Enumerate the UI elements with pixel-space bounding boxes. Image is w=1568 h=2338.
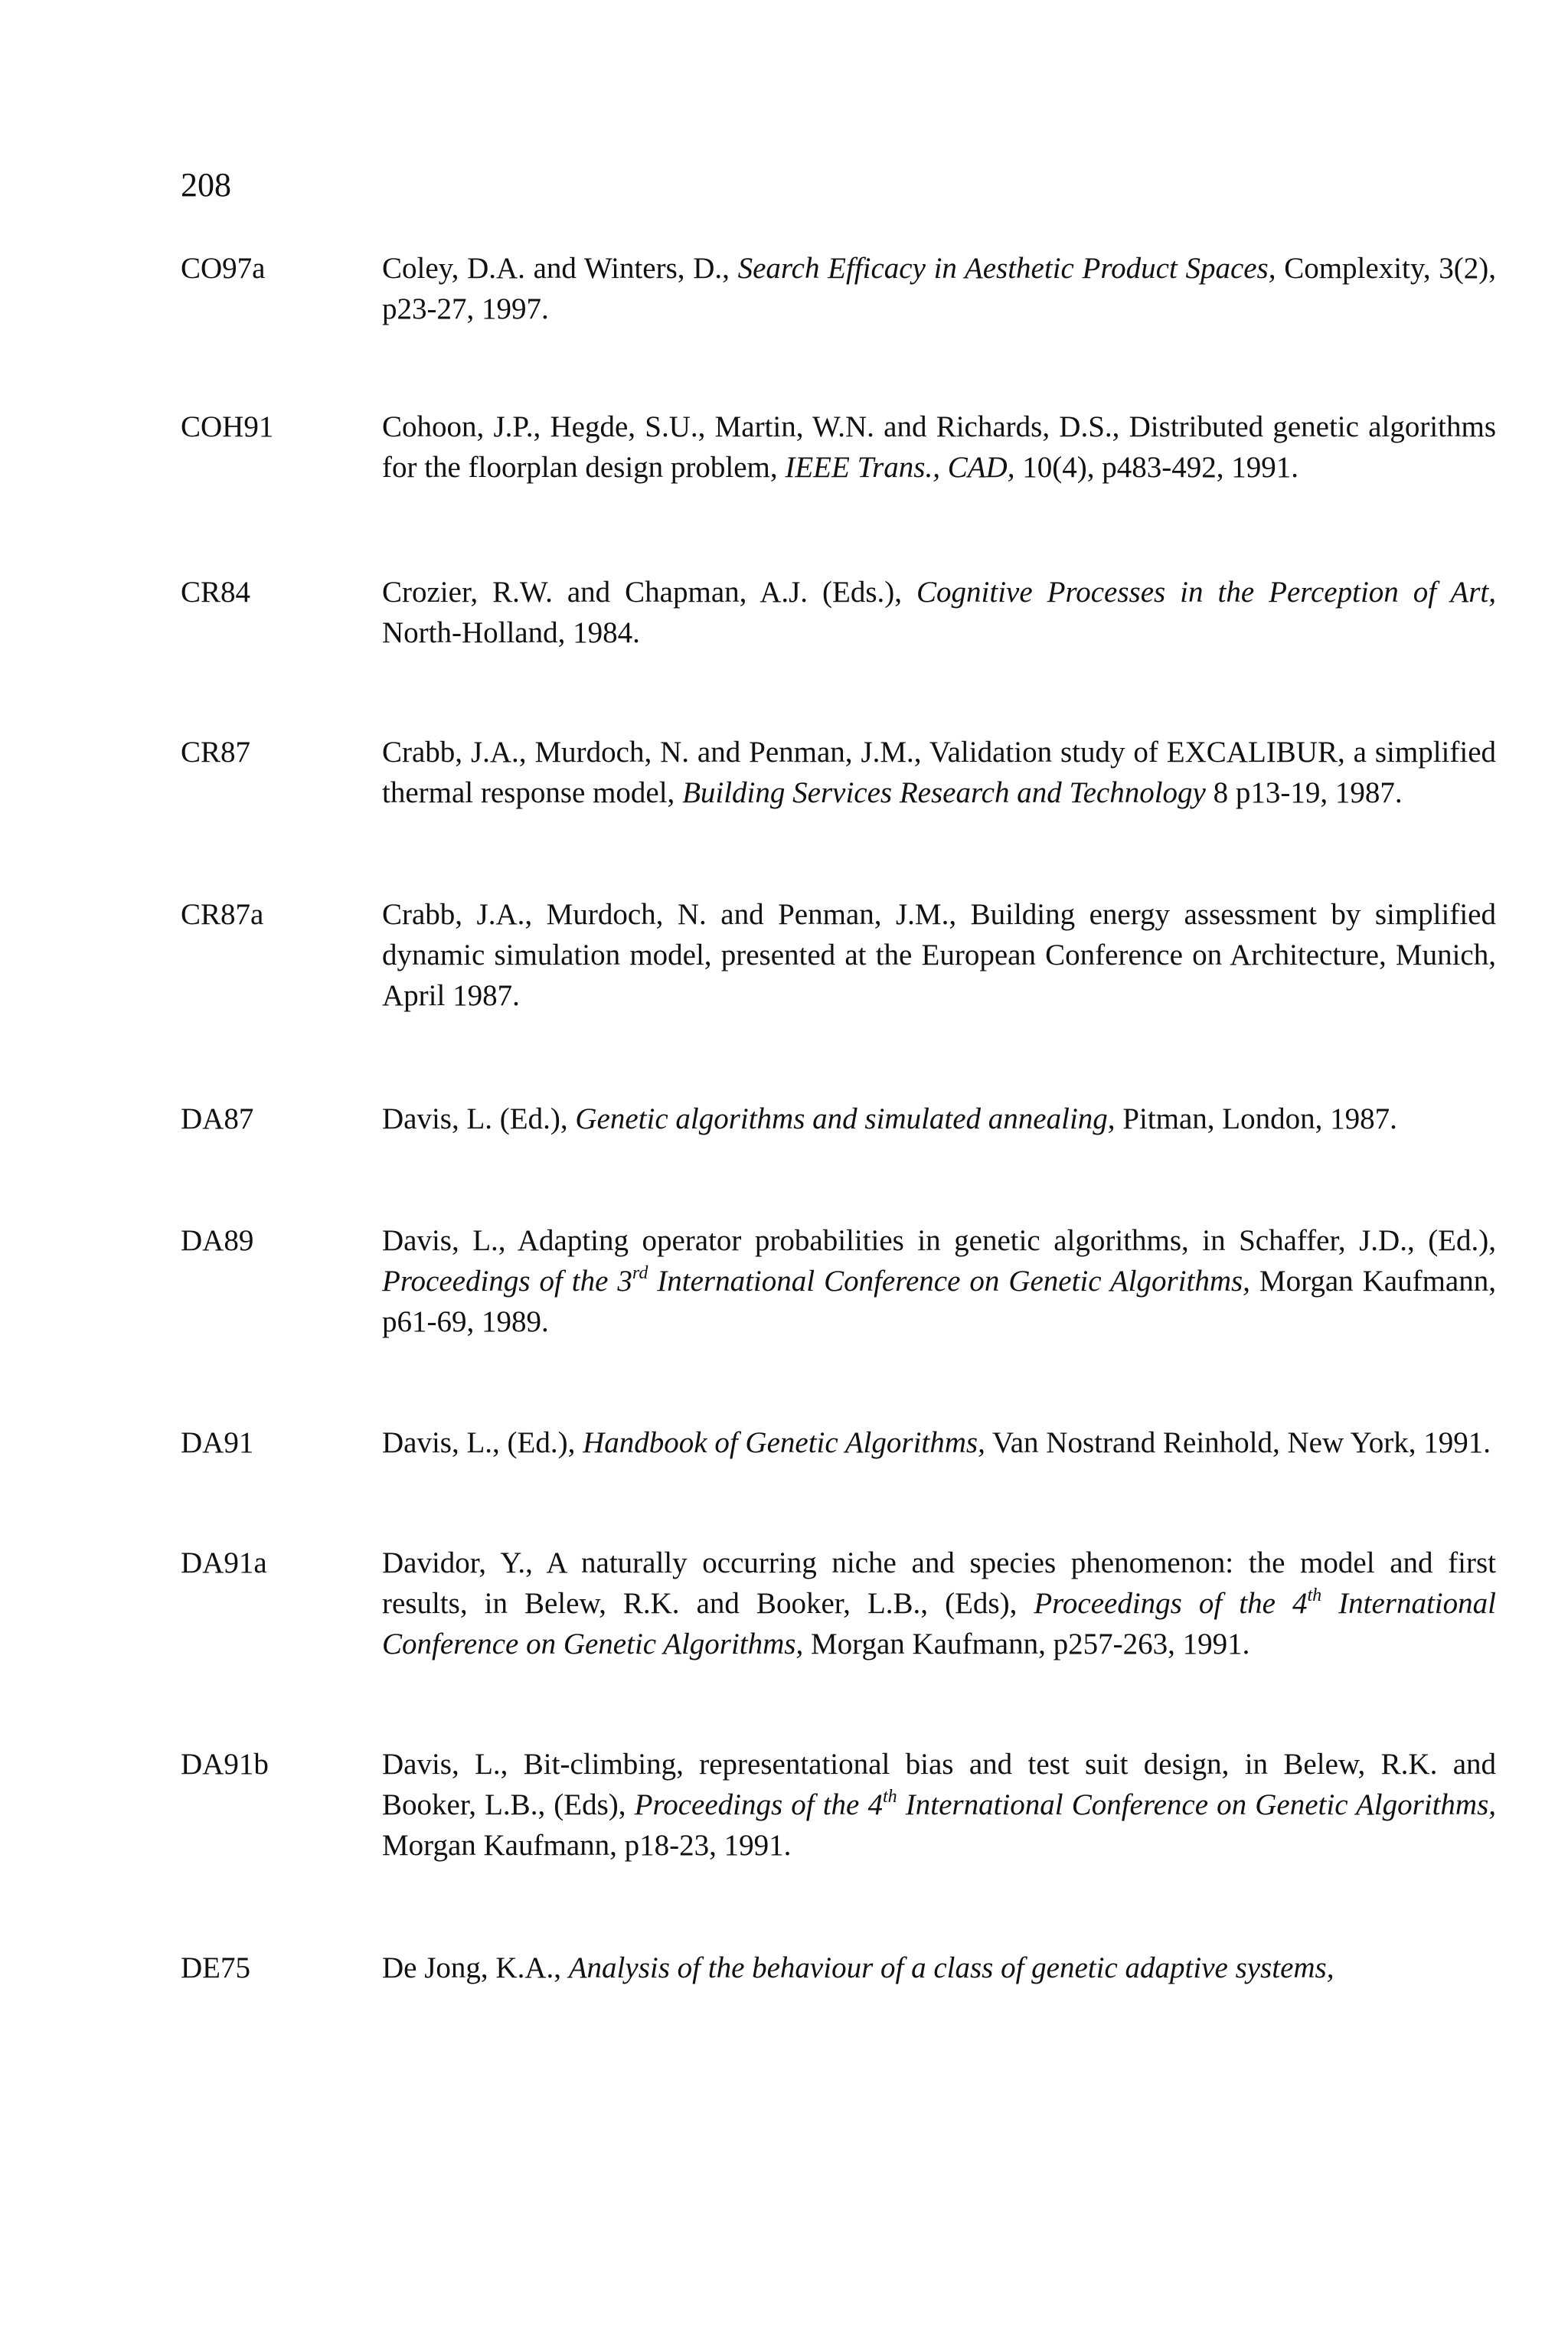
proceedings: [635, 1788, 1496, 1821]
reference-key: DA91: [181, 1426, 254, 1459]
authors: Davis, L. (Ed.),: [382, 1102, 576, 1135]
reference-entry: [181, 248, 1496, 329]
source: 10(4), p483-492, 1991.: [1014, 451, 1298, 484]
ordinal-suffix: rd: [632, 1263, 648, 1283]
proceedings-prefix: Proceedings of the 4: [1034, 1587, 1308, 1620]
reference-key: DA91a: [181, 1546, 267, 1579]
source: Morgan Kaufmann, p18-23, 1991.: [382, 1829, 792, 1862]
reference-text: [382, 1543, 1496, 1664]
authors: Davis, L., (Ed.),: [382, 1426, 583, 1459]
reference-list: [181, 248, 1496, 1988]
reference-key: DA87: [181, 1102, 254, 1135]
authors-title: Davidor, Y., A naturally occurring niche and species phenomenon: the model and first results, in Belew, R.K. and Booker, L.B., (Eds),: [382, 1546, 1496, 1620]
reference-key: CR87a: [181, 898, 264, 931]
authors: Crozier, R.W. and Chapman, A.J. (Eds.),: [382, 576, 917, 609]
reference-entry: [181, 1422, 1496, 1463]
source: Van Nostrand Reinhold, New York, 1991.: [985, 1426, 1491, 1459]
reference-entry: [181, 1099, 1496, 1139]
reference-text: [382, 572, 1496, 653]
journal: Building Services Research and Technology: [682, 776, 1206, 809]
authors: Coley, D.A. and Winters, D.,: [382, 252, 738, 285]
reference-entry: [181, 1948, 1496, 1988]
full-reference: Crabb, J.A., Murdoch, N. and Penman, J.M., Building energy assessment by simplified dynamic simulation model, presented at the European Conference on Architecture, Munich, April 1987.: [382, 898, 1496, 1012]
journal: IEEE Trans., CAD,: [785, 451, 1015, 484]
reference-text: [382, 732, 1496, 813]
authors-title: Cohoon, J.P., Hegde, S.U., Martin, W.N. and Richards, D.S., Distributed genetic algorithms for the floorplan design problem,: [382, 410, 1496, 484]
title: Handbook of Genetic Algorithms,: [583, 1426, 985, 1459]
reference-key: DE75: [181, 1951, 250, 1984]
reference-text: [382, 407, 1496, 488]
source: 8 p13-19, 1987.: [1205, 776, 1403, 809]
authors: De Jong, K.A.,: [382, 1951, 569, 1984]
reference-entry: [181, 407, 1496, 488]
title: Analysis of the behaviour of a class of genetic adaptive systems,: [568, 1951, 1334, 1984]
reference-text: [382, 1220, 1496, 1342]
reference-entry: [181, 1543, 1496, 1664]
title: Genetic algorithms and simulated annealing,: [575, 1102, 1116, 1135]
proceedings-prefix: Proceedings of the 3: [382, 1265, 632, 1298]
authors-title: Crabb, J.A., Murdoch, N. and Penman, J.M., Validation study of EXCALIBUR, a simplified thermal response model,: [382, 736, 1496, 809]
authors-title: Davis, L., Adapting operator probabilities in genetic algorithms, in Schaffer, J.D., (Ed.),: [382, 1224, 1496, 1257]
proceedings-name: International Conference on Genetic Algorithms,: [897, 1788, 1497, 1821]
reference-key: CR87: [181, 736, 251, 769]
proceedings-prefix: Proceedings of the 4: [634, 1788, 883, 1821]
reference-text: [382, 1744, 1496, 1866]
reference-entry: [181, 1220, 1496, 1342]
title: Search Efficacy in Aesthetic Product Spaces,: [737, 252, 1276, 285]
reference-entry: [181, 894, 1496, 1016]
page-number: 208: [181, 166, 231, 204]
reference-key: CR84: [181, 576, 251, 609]
reference-text: [382, 1099, 1496, 1139]
source: North-Holland, 1984.: [382, 616, 640, 649]
reference-key: CO97a: [181, 252, 266, 285]
reference-text: [382, 894, 1496, 1016]
proceedings-name: International Conference on Genetic Algorithms,: [382, 1587, 1496, 1660]
reference-text: [382, 1422, 1496, 1463]
authors-title: Davis, L., Bit-climbing, representational bias and test suit design, in Belew, R.K. and Booker, L.B., (Eds),: [382, 1748, 1496, 1821]
source: Complexity, 3(2), p23-27, 1997.: [382, 252, 1496, 325]
reference-entry: [181, 572, 1496, 653]
ordinal-suffix: th: [882, 1787, 897, 1807]
reference-entry: [181, 732, 1496, 813]
source: Pitman, London, 1987.: [1115, 1102, 1397, 1135]
reference-entry: [181, 1744, 1496, 1866]
reference-key: DA89: [181, 1224, 254, 1257]
reference-text: [382, 1948, 1496, 1988]
ordinal-suffix: th: [1307, 1585, 1322, 1605]
proceedings: [382, 1265, 1250, 1298]
reference-text: [382, 248, 1496, 329]
proceedings-name: International Conference on Genetic Algorithms,: [648, 1265, 1250, 1298]
reference-key: COH91: [181, 410, 274, 443]
source: Morgan Kaufmann, p257-263, 1991.: [803, 1628, 1250, 1660]
title: Cognitive Processes in the Perception of Art,: [916, 576, 1496, 609]
reference-key: DA91b: [181, 1748, 269, 1781]
source: Morgan Kaufmann, p61-69, 1989.: [382, 1265, 1496, 1338]
